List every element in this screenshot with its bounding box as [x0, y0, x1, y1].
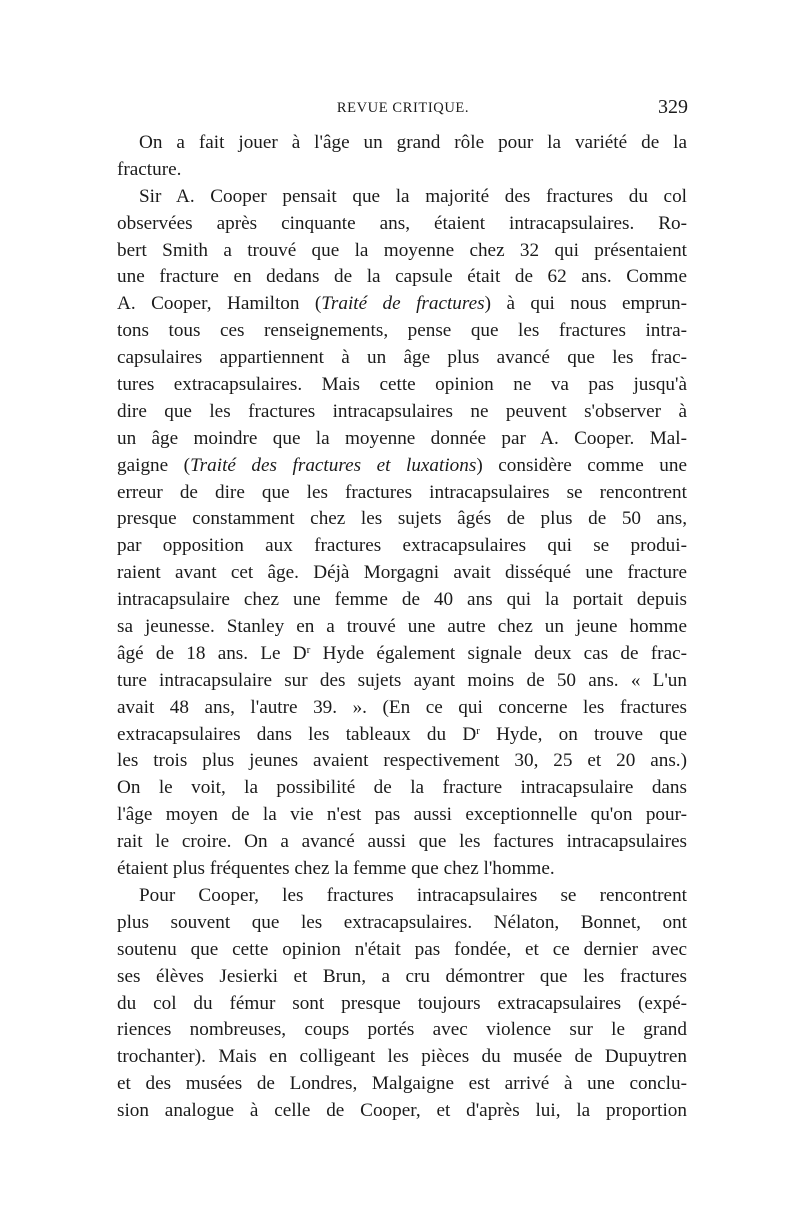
text-line: raient avant cet âge. Déjà Morgagni avait disséqué une fracture: [117, 562, 687, 584]
running-header: [118, 96, 688, 122]
text-line: sion analogue à celle de Cooper, et d'après lui, la proportion: [117, 1100, 687, 1122]
text-line: trochanter). Mais en colligeant les pièces du musée de Dupuytren: [117, 1046, 687, 1068]
text-line: [117, 453, 687, 480]
italic-book-title: Traité des fractures et luxations: [190, 454, 477, 476]
text-line: étaient plus fréquentes chez la femme que chez l'homme.: [117, 858, 555, 880]
text-line: [117, 641, 687, 668]
text-fragment: gaigne (: [117, 454, 191, 476]
text-line: observées après cinquante ans, étaient intracapsulaires. Ro-: [117, 212, 687, 234]
text-line: On a fait jouer à l'âge un grand rôle pour la variété de la: [139, 132, 687, 153]
text-line: une fracture en dedans de la capsule était de 62 ans. Comme: [117, 266, 687, 288]
text-line: [117, 722, 687, 749]
text-line: ture intracapsulaire sur des sujets ayant moins de 50 ans. « L'un: [117, 669, 687, 691]
text-line: presque constamment chez les sujets âgés de plus de 50 ans,: [117, 508, 687, 530]
running-title: REVUE CRITIQUE.: [336, 100, 470, 116]
text-fragment: âgé de 18 ans. Le D: [117, 642, 307, 664]
text-line: rait le croire. On a avancé aussi que les factures intracapsulaires: [117, 831, 687, 853]
italic-book-title: Traité de fractures: [321, 293, 485, 315]
text-line: par opposition aux fractures extracapsulaires qui se produi-: [117, 535, 687, 557]
text-line: dire que les fractures intracapsulaires ne peuvent s'observer à: [117, 400, 687, 422]
paragraph-3: [117, 883, 687, 1125]
paragraph-1: [117, 130, 687, 184]
text-line: fracture.: [117, 158, 182, 180]
text-line: capsulaires appartiennent à un âge plus avancé que les frac-: [117, 347, 687, 369]
text-line: tures extracapsulaires. Mais cette opinion ne va pas jusqu'à: [117, 374, 687, 396]
text-line: [117, 291, 687, 318]
text-line: intracapsulaire chez une femme de 40 ans qui la portait depuis: [117, 589, 687, 611]
text-line: soutenu que cette opinion n'était pas fondée, et ce dernier avec: [117, 938, 687, 960]
text-line: Sir A. Cooper pensait que la majorité des fractures du col: [139, 185, 687, 207]
text-line: plus souvent que les extracapsulaires. Nélaton, Bonnet, ont: [117, 911, 687, 933]
text-line: Pour Cooper, les fractures intracapsulaires se rencontrent: [139, 884, 687, 906]
superscript: r: [476, 724, 480, 737]
text-line: ses élèves Jesierki et Brun, a cru démontrer que les fractures: [117, 965, 687, 987]
text-fragment: ) à qui nous emprun-: [484, 293, 687, 315]
body-text: [117, 130, 687, 1125]
text-line: riences nombreuses, coups portés avec violence sur le grand: [117, 1019, 687, 1041]
text-line: l'âge moyen de la vie n'est pas aussi exceptionnelle qu'on pour-: [117, 804, 687, 826]
text-line: du col du fémur sont presque toujours extracapsulaires (expé-: [117, 992, 687, 1014]
text-fragment: Hyde, on trouve que: [479, 723, 687, 745]
text-fragment: Hyde également signale deux cas de frac-: [310, 642, 687, 664]
text-fragment: A. Cooper, Hamilton (: [117, 293, 322, 315]
text-fragment: ) considère comme une: [476, 454, 687, 476]
text-line: un âge moindre que la moyenne donnée par A. Cooper. Mal-: [117, 427, 687, 449]
text-line: erreur de dire que les fractures intracapsulaires se rencontrent: [117, 481, 687, 503]
paragraph-2: [117, 184, 687, 883]
text-line: les trois plus jeunes avaient respectivement 30, 25 et 20 ans.): [117, 750, 687, 772]
text-line: bert Smith a trouvé que la moyenne chez 32 qui présentaient: [117, 239, 687, 261]
text-line: avait 48 ans, l'autre 39. ». (En ce qui concerne les fractures: [117, 696, 687, 718]
text-line: On le voit, la possibilité de la fracture intracapsulaire dans: [117, 777, 687, 799]
superscript: r: [306, 643, 311, 656]
text-line: et des musées de Londres, Malgaigne est arrivé à une conclu-: [117, 1073, 687, 1095]
text-fragment: extracapsulaires dans les tableaux du D: [117, 723, 477, 745]
text-line: sa jeunesse. Stanley en a trouvé une autre chez un jeune homme: [117, 616, 687, 638]
text-line: tons tous ces renseignements, pense que les fractures intra-: [117, 320, 687, 342]
page-number: 329: [658, 96, 688, 118]
